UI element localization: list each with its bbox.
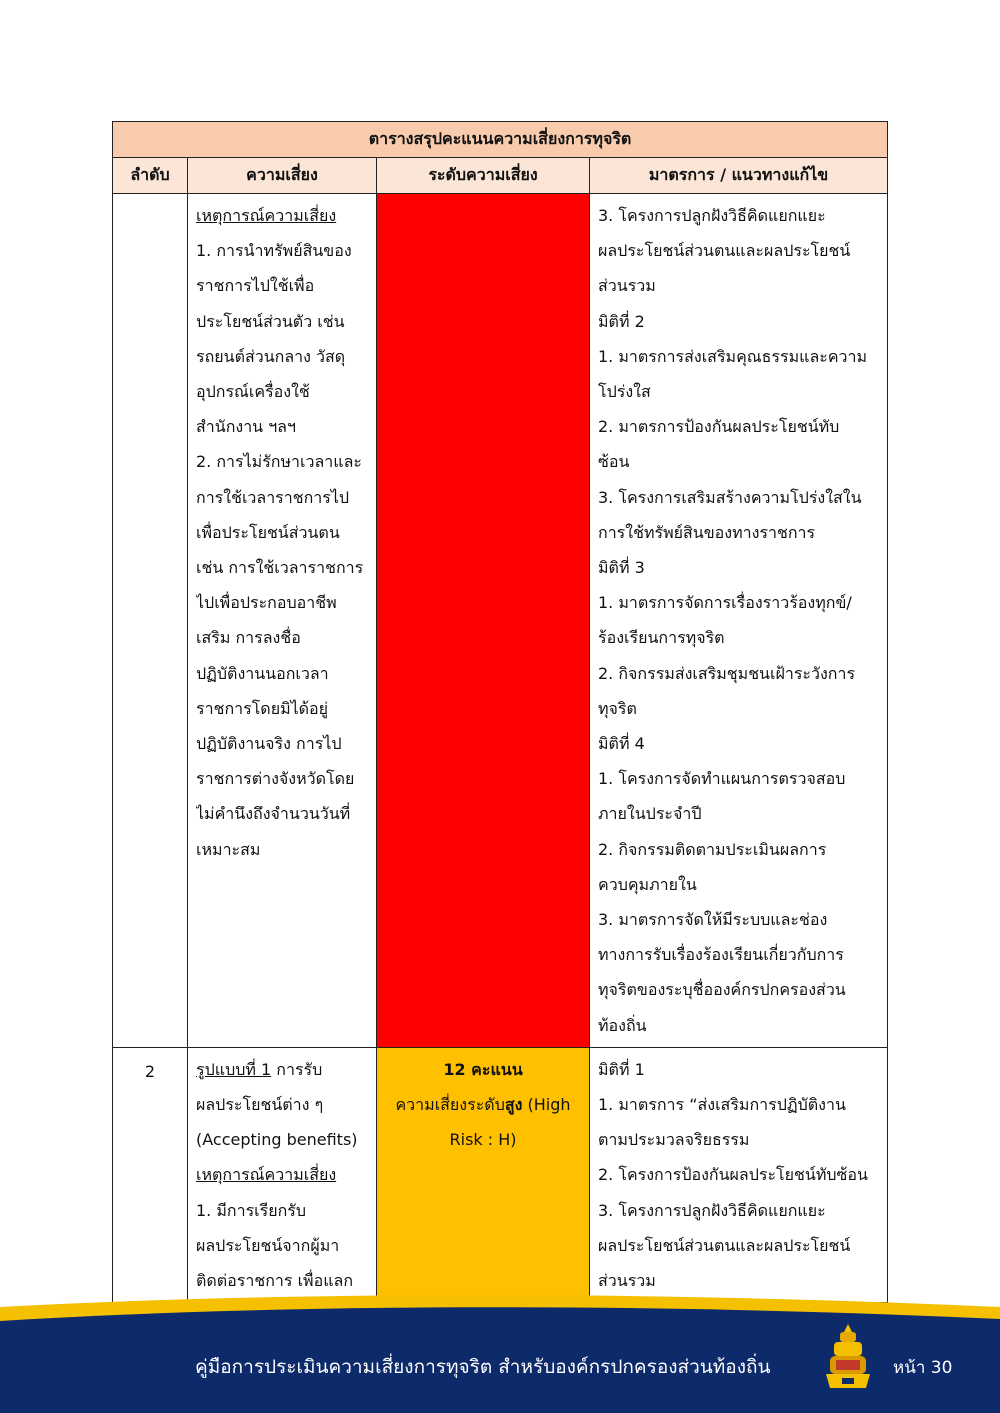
header-no: ลำดับ <box>113 158 188 194</box>
measure-text-line: 3. โครงการปลูกฝังวิธีคิดแยกแยะ <box>598 206 826 225</box>
measure-text-line: 1. มาตรการส่งเสริมคุณธรรมและความ <box>598 346 868 366</box>
risk-text-line: 2. การไม่รักษาเวลาและ <box>196 452 362 472</box>
measure-text-line: ภายในประจำปี <box>598 804 702 824</box>
row2-level-score: 12 คะแนน <box>443 1059 523 1079</box>
measure-text-line: โปร่งใส <box>598 382 651 402</box>
measure-text-line: ส่วนรวม <box>598 1271 656 1291</box>
row1-no <box>113 194 188 1048</box>
risk-text-line: เหตุการณ์ความเสี่ยง <box>196 1165 337 1185</box>
risk-text-line: 1. การนำทรัพย์สินของ <box>196 241 352 261</box>
risk-text-line: ปฏิบัติงานจริง การไป <box>196 734 342 754</box>
row2-no: 2 <box>113 1047 188 1302</box>
risk-text-line: สำนักงาน ฯลฯ <box>196 417 296 437</box>
risk-text-line: เพื่อประโยชน์ส่วนตน <box>196 522 340 542</box>
risk-text-line: เหตุการณ์ความเสี่ยง <box>196 206 337 225</box>
measure-text-line: ส่วนรวม <box>598 276 656 296</box>
measure-text-line: 2. โครงการป้องกันผลประโยชน์ทับซ้อน <box>598 1165 868 1185</box>
risk-text-line: ผลประโยชน์ต่าง ๆ <box>196 1095 324 1115</box>
measure-text-line: มิติที่ 4 <box>598 734 645 754</box>
measure-text-line: 1. โครงการจัดทำแผนการตรวจสอบ <box>598 769 846 789</box>
measure-text-line: ทุจริต <box>598 698 637 718</box>
measure-text-line: 2. กิจกรรมส่งเสริมชุมชนเฝ้าระวังการ <box>598 663 856 683</box>
measure-text-line: 3. โครงการเสริมสร้างความโปร่งใสใน <box>598 487 862 507</box>
measure-text-line: ทุจริตของระบุชื่อองค์กรปกครองส่วน <box>598 980 846 1000</box>
table-row <box>113 1047 888 1302</box>
risk-text-line: 1. มีการเรียกรับ <box>196 1200 307 1220</box>
risk-text-line: รถยนต์ส่วนกลาง วัสดุ <box>196 346 346 366</box>
measure-text-line: ร้องเรียนการทุจริต <box>598 628 725 648</box>
measure-text-line: ซ้อน <box>598 452 630 472</box>
risk-text-line: อุปกรณ์เครื่องใช้ <box>196 382 310 402</box>
measure-text-line: ตามประมวลจริยธรรม <box>598 1130 750 1150</box>
row2-level <box>377 1047 590 1302</box>
measure-text-line: 1. มาตรการจัดการเรื่องราวร้องทุกข์/ <box>598 593 852 613</box>
measure-text-line: 3. มาตรการจัดให้มีระบบและช่อง <box>598 910 828 930</box>
risk-summary-table <box>112 121 888 1303</box>
risk-text-line: รูปแบบที่ 1 การรับ <box>196 1059 323 1079</box>
risk-text-line: ประโยชน์ส่วนตัว เช่น <box>196 311 345 331</box>
table-row <box>113 194 888 1048</box>
risk-text-line: ราชการโดยมิได้อยู่ <box>196 698 329 718</box>
risk-text-line: ปฏิบัติงานนอกเวลา <box>196 663 329 683</box>
footer-title: คู่มือการประเมินความเสี่ยงการทุจริต สำหรับองค์กรปกครองส่วนท้องถิ่น <box>195 1356 771 1378</box>
measure-text-line: มิติที่ 1 <box>598 1059 645 1079</box>
row2-risk <box>188 1047 377 1302</box>
thai-emblem-icon <box>822 1322 874 1394</box>
measure-text-line: 2. กิจกรรมติดตามประเมินผลการ <box>598 839 827 859</box>
row2-level-text: ความเสี่ยงระดับสูง (High <box>395 1095 571 1115</box>
measure-text-line: ท้องถิ่น <box>598 1015 647 1035</box>
header-risk: ความเสี่ยง <box>188 158 377 194</box>
row2-level-text-2: Risk : H) <box>449 1130 517 1150</box>
risk-text-line: (Accepting benefits) <box>196 1130 358 1150</box>
risk-text-line: ไม่คำนึงถึงจำนวนวันที่ <box>196 804 351 824</box>
measure-text-line: มิติที่ 2 <box>598 311 645 331</box>
risk-text-line: ราชการต่างจังหวัดโดย <box>196 769 355 789</box>
measure-text-line: มิติที่ 3 <box>598 558 645 578</box>
measure-text-line: 2. มาตรการป้องกันผลประโยชน์ทับ <box>598 417 840 437</box>
header-measures: มาตรการ / แนวทางแก้ไข <box>590 158 888 194</box>
page-number: หน้า 30 <box>893 1358 953 1378</box>
risk-text-line: เช่น การใช้เวลาราชการ <box>196 558 364 578</box>
measure-text-line: 1. มาตรการ “ส่งเสริมการปฏิบัติงาน <box>598 1095 846 1115</box>
row2-measures <box>590 1047 888 1302</box>
row1-level-high-risk-cell <box>377 194 590 1048</box>
risk-text-line: เหมาะสม <box>196 839 261 859</box>
risk-text-line: ราชการไปใช้เพื่อ <box>196 276 315 296</box>
measure-text-line: ผลประโยชน์ส่วนตนและผลประโยชน์ <box>598 241 851 261</box>
header-level: ระดับความเสี่ยง <box>377 158 590 194</box>
measure-text-line: ทางการรับเรื่องร้องเรียนเกี่ยวกับการ <box>598 945 844 965</box>
risk-text-line: ไปเพื่อประกอบอาชีพ <box>196 593 337 613</box>
risk-text-line: ติดต่อราชการ เพื่อแลก <box>196 1271 353 1291</box>
risk-text-line: ผลประโยชน์จากผู้มา <box>196 1235 340 1255</box>
risk-text-line: เสริม การลงชื่อ <box>196 628 301 648</box>
measure-text-line: ผลประโยชน์ส่วนตนและผลประโยชน์ <box>598 1235 851 1255</box>
measure-text-line: ควบคุมภายใน <box>598 874 697 894</box>
row1-risk <box>188 194 377 1048</box>
measure-text-line: 3. โครงการปลูกฝังวิธีคิดแยกแยะ <box>598 1200 826 1220</box>
row1-measures <box>590 194 888 1048</box>
measure-text-line: การใช้ทรัพย์สินของทางราชการ <box>598 522 816 542</box>
risk-text-line: การใช้เวลาราชการไป <box>196 487 350 507</box>
table-title: ตารางสรุปคะแนนความเสี่ยงการทุจริต <box>113 122 888 158</box>
